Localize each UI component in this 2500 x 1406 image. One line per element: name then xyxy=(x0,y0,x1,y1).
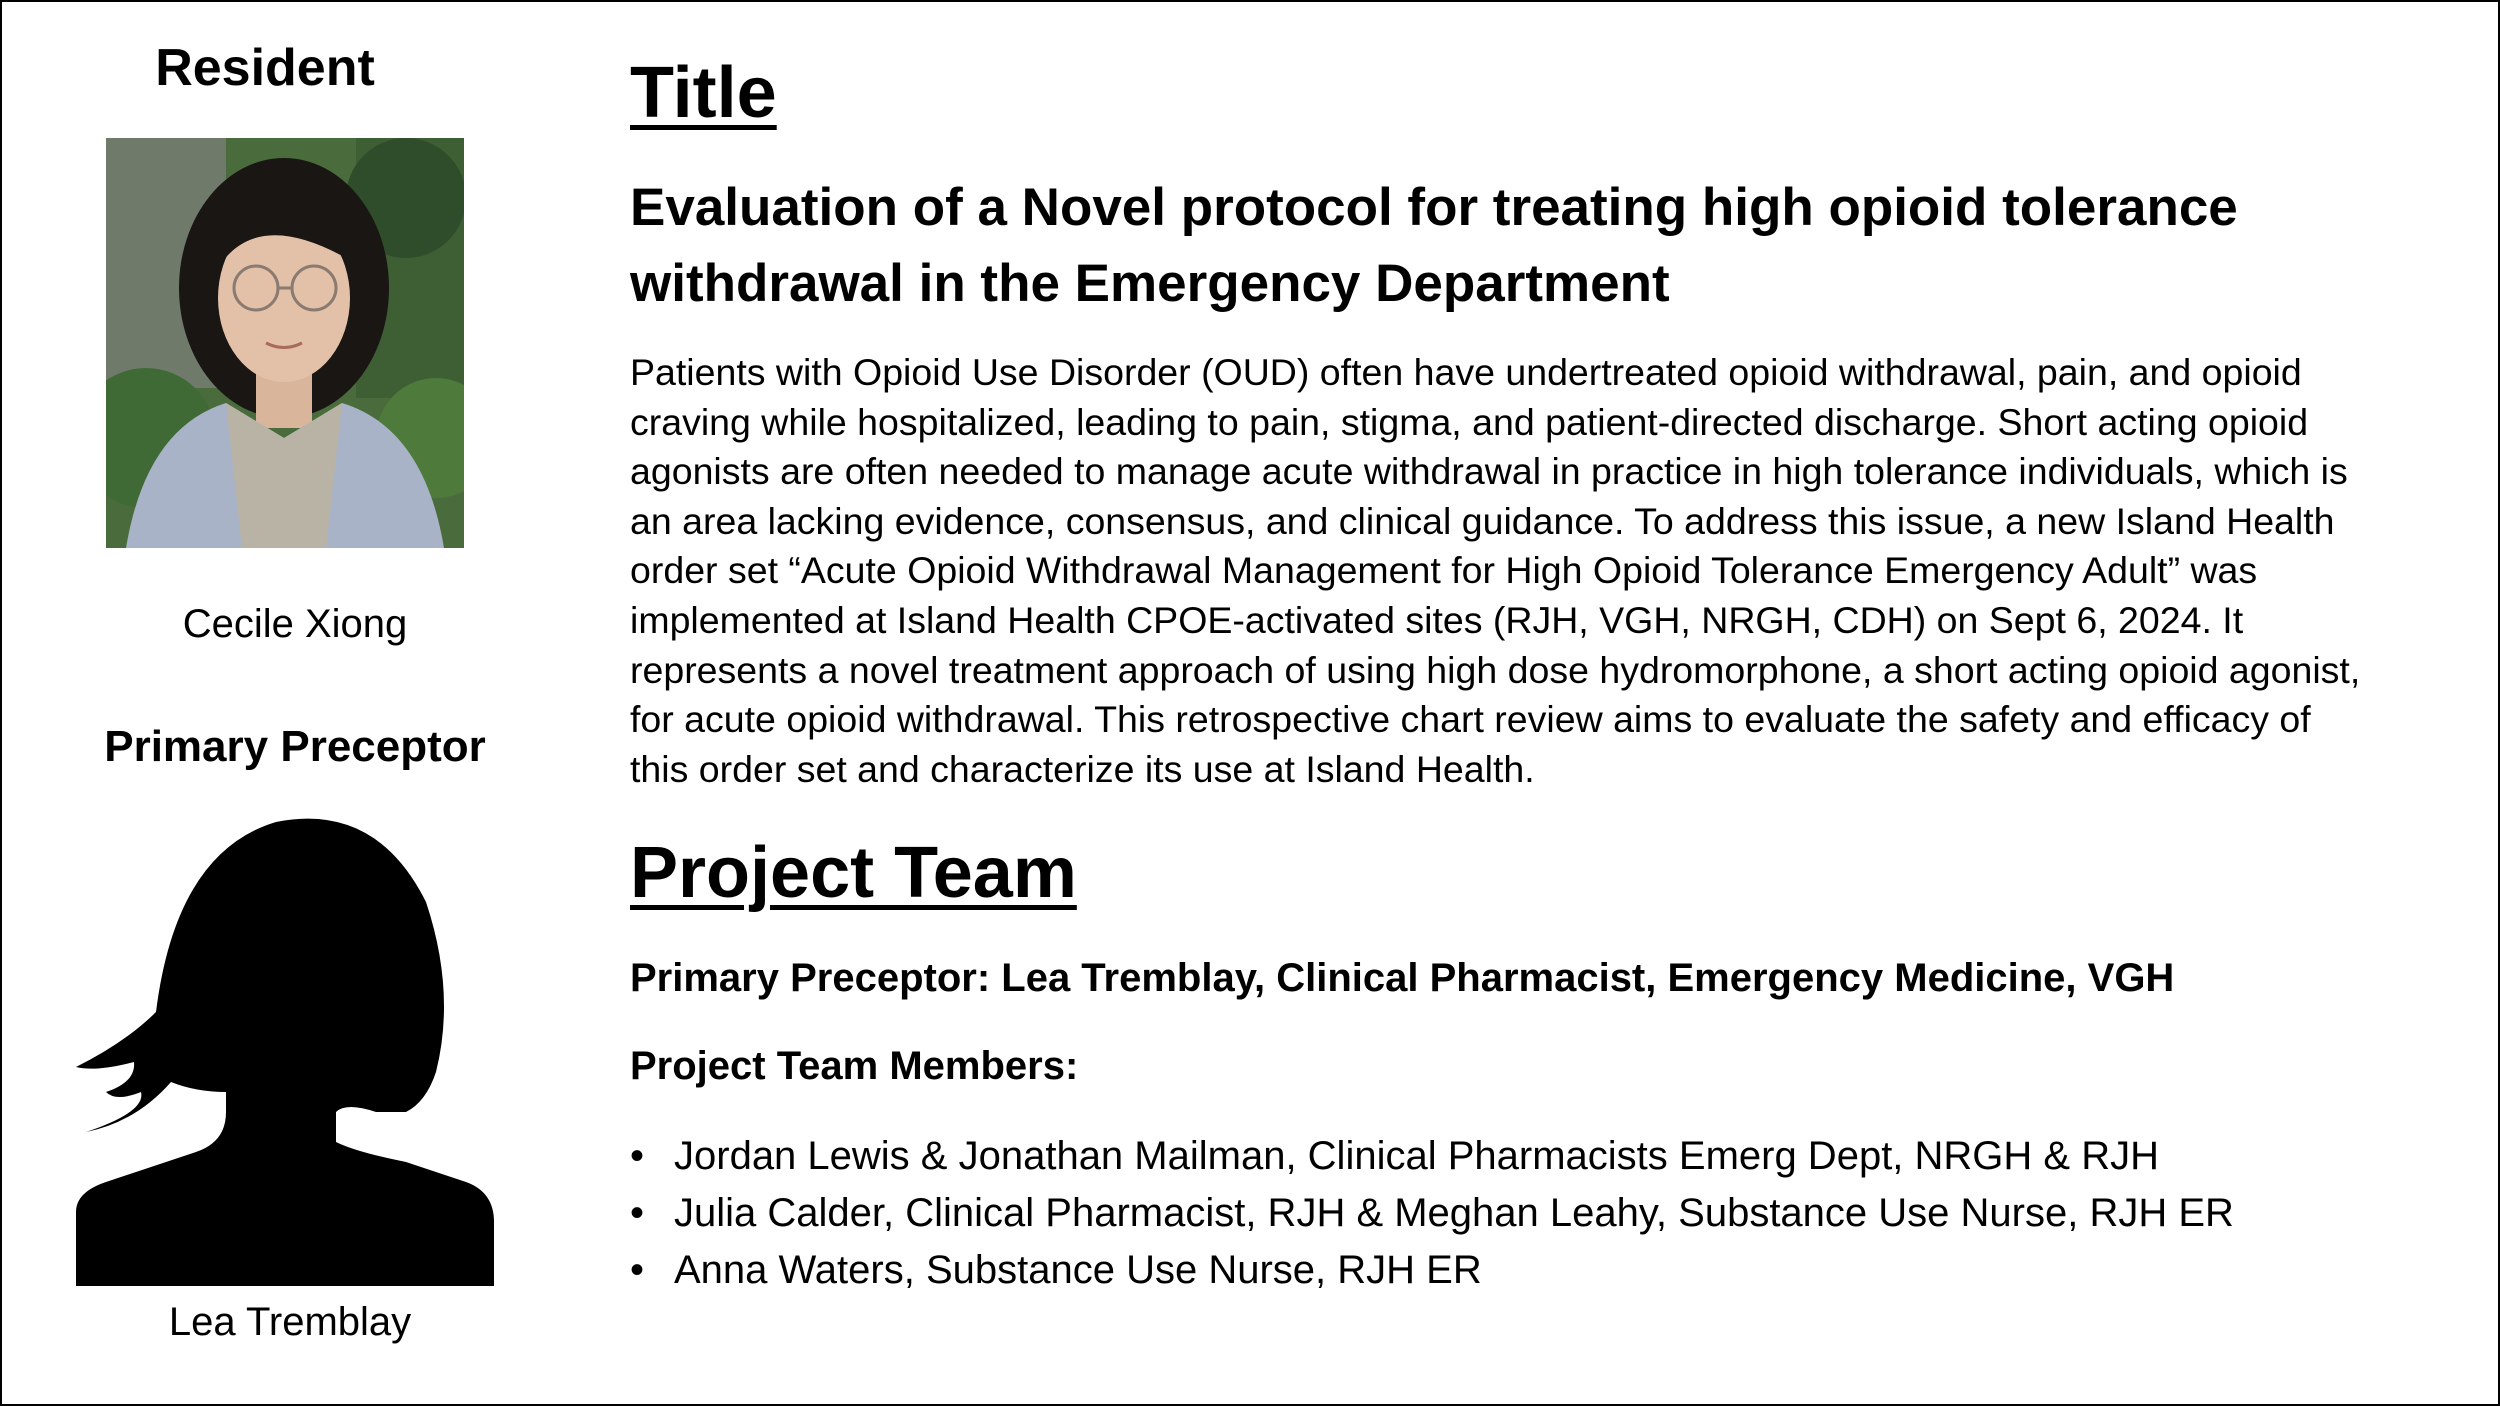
female-silhouette-icon xyxy=(76,812,494,1286)
project-team-heading: Project Team xyxy=(630,833,1077,913)
list-item: • Anna Waters, Substance Use Nurse, RJH ER xyxy=(630,1242,2234,1299)
resident-heading: Resident xyxy=(155,39,375,97)
preceptor-heading: Primary Preceptor xyxy=(104,722,486,771)
abstract-paragraph: Patients with Opioid Use Disorder (OUD) often have undertreated opioid withdrawal, pain, and opioid craving while hospitalized, leading to pain, stigma, and patient-directed discharge. Short acting opioid agonists are often needed to manage acute withdrawal in practice in high tolerance individuals, which is an area lacking evidence, consensus, and clinical guidance. To address this issue, a new Island Health order set “Acute Opioid Withdrawal Management for High Opioid Tolerance Emergency Adult” was implemented at Island Health CPOE-activated sites (RJH, VGH, NRGH, CDH) on Sept 6, 2024. It represents a novel treatment approach of using high dose hydromorphone, a short acting opioid agonist, for acute opioid withdrawal. This retrospective chart review aims to evaluate the safety and efficacy of this order set and characterize its use at Island Health. xyxy=(630,351,2361,790)
resident-photo xyxy=(106,138,464,548)
title-heading: Title xyxy=(630,53,777,133)
primary-preceptor-line: Primary Preceptor: Lea Tremblay, Clinical Pharmacist, Emergency Medicine, VGH xyxy=(630,956,2175,1000)
list-item: • Jordan Lewis & Jonathan Mailman, Clinical Pharmacists Emerg Dept, NRGH & RJH xyxy=(630,1128,2234,1185)
team-members-heading: Project Team Members: xyxy=(630,1044,1079,1088)
list-item: • Julia Calder, Clinical Pharmacist, RJH & Meghan Leahy, Substance Use Nurse, RJH ER xyxy=(630,1185,2234,1242)
project-title: Evaluation of a Novel protocol for treating high opioid tolerance withdrawal in the Emergency Department xyxy=(630,178,2238,313)
team-members-list xyxy=(630,1128,2234,1299)
preceptor-name: Lea Tremblay xyxy=(168,1300,412,1344)
resident-name: Cecile Xiong xyxy=(182,602,408,646)
